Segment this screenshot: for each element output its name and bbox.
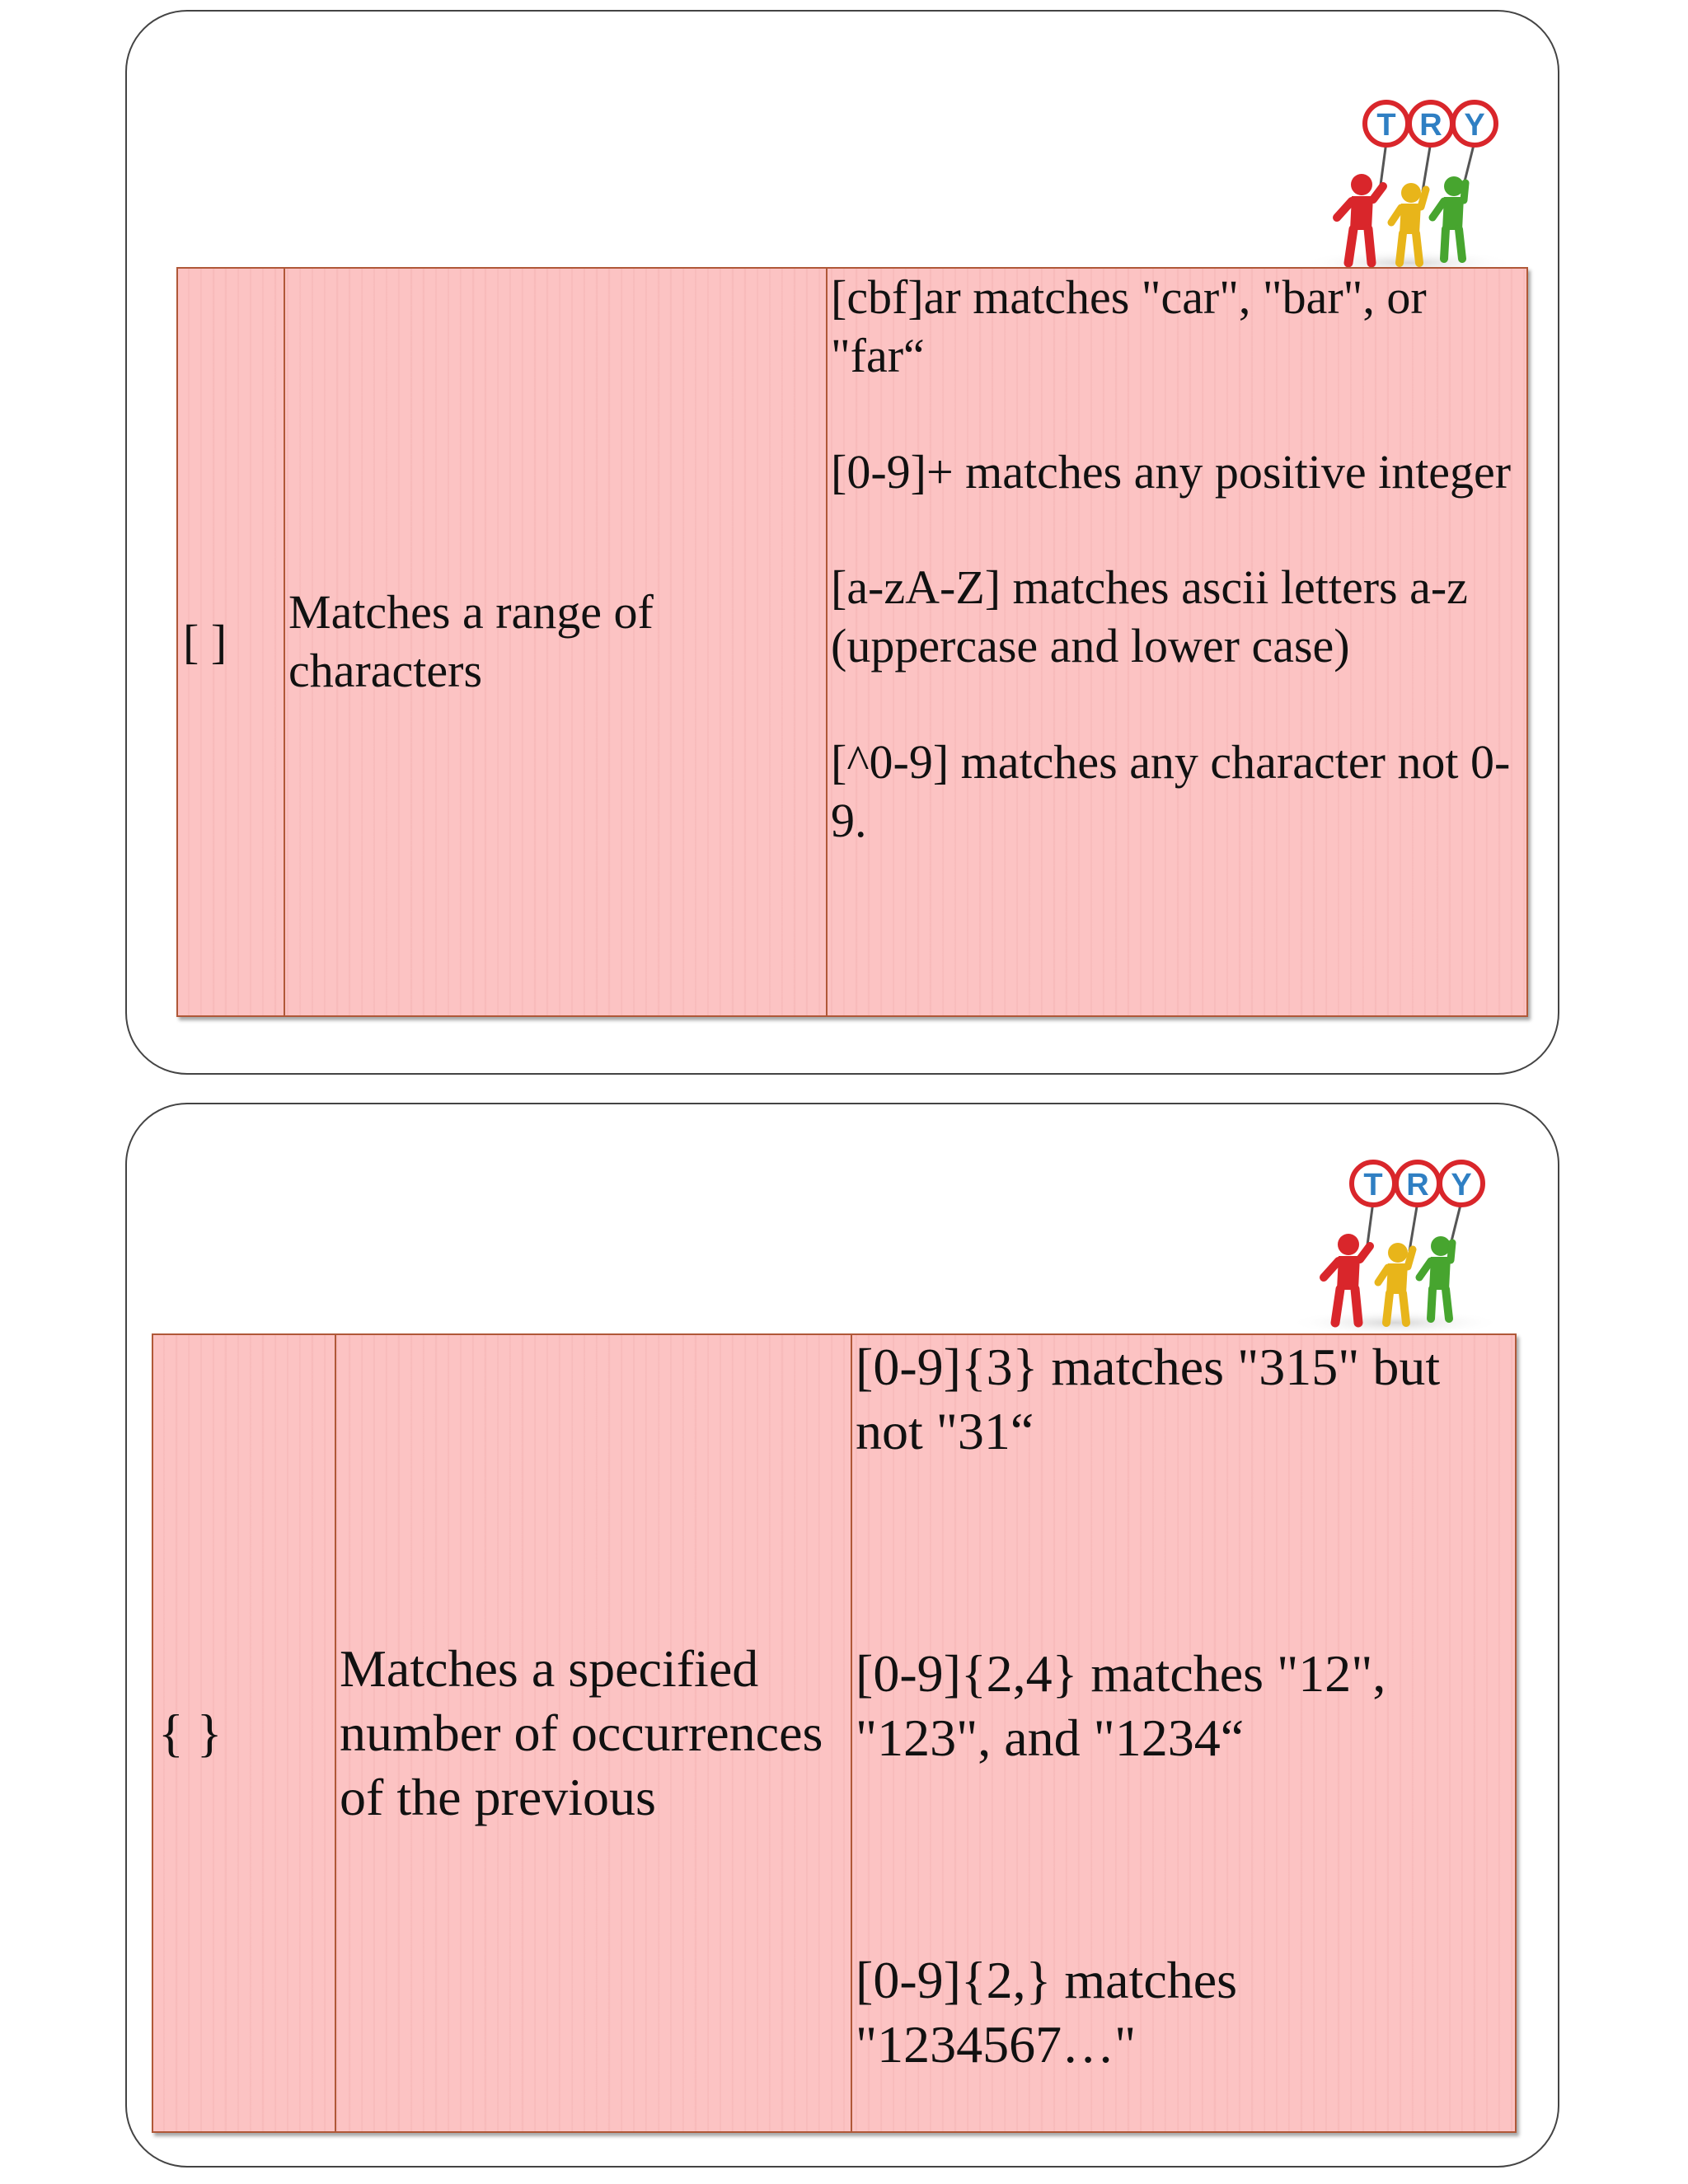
regex-table	[152, 1333, 1517, 2133]
symbol-cell	[152, 1334, 335, 2132]
table-row	[152, 1334, 1516, 2132]
logo-letter: Y	[1464, 108, 1485, 143]
regex-example: [cbf]ar matches "car", "bar", or "far“	[831, 270, 1427, 382]
examples-cell	[827, 268, 1527, 1016]
slide-card	[125, 1103, 1559, 2168]
regex-example: [0-9]{2,} matches "1234567…"	[856, 1951, 1238, 2074]
description-cell	[335, 1334, 851, 2132]
description-cell	[284, 268, 827, 1016]
regex-symbol: { }	[158, 1703, 223, 1762]
regex-symbol: [ ]	[183, 614, 227, 668]
logo-letter: T	[1363, 1168, 1383, 1202]
regex-example: [0-9]{3} matches "315" but not "31“	[856, 1338, 1441, 1461]
regex-example: [0-9]+ matches any positive integer	[831, 444, 1512, 499]
regex-example: [0-9]{2,4} matches "12", "123", and "1234“	[856, 1644, 1386, 1768]
logo-letter: Y	[1451, 1168, 1472, 1202]
try-people-logo-icon	[1297, 94, 1512, 275]
logo-letter: T	[1376, 108, 1396, 143]
logo-letter: R	[1419, 108, 1442, 143]
regex-description: Matches a range of characters	[288, 585, 654, 697]
regex-example: [^0-9] matches any character not 0-9.	[831, 734, 1511, 847]
logo-letter: R	[1406, 1168, 1429, 1202]
table-row	[177, 268, 1527, 1016]
regex-example: [a-zA-Z] matches ascii letters a-z (uppercase and lower case)	[831, 560, 1468, 673]
symbol-cell	[177, 268, 284, 1016]
regex-table	[176, 267, 1528, 1017]
regex-description: Matches a specified number of occurrences of the previous	[340, 1638, 823, 1827]
try-people-logo-icon	[1284, 1154, 1498, 1335]
slide-card	[125, 10, 1559, 1075]
examples-cell	[851, 1334, 1516, 2132]
